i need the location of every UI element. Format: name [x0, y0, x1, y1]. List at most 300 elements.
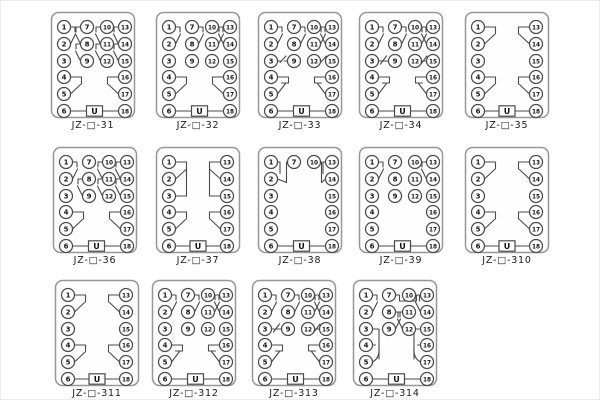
terminal-number: 2: [363, 308, 369, 317]
terminal-15: [326, 190, 339, 203]
terminal-16: [119, 71, 132, 84]
relay-wiring-svg: [257, 11, 343, 119]
terminal-number: 5: [166, 90, 172, 99]
relay-wiring-panel: [358, 11, 444, 131]
terminal-2: [265, 173, 278, 186]
terminal-15: [120, 323, 133, 336]
terminal-number: 15: [221, 327, 231, 334]
terminal-number: 6: [162, 375, 168, 384]
terminal-10: [409, 156, 422, 169]
relay-wiring-panel: [155, 146, 241, 266]
panel-label: JZ-□-34: [379, 120, 423, 131]
terminal-2: [163, 38, 176, 51]
coil-label: U: [292, 375, 299, 385]
terminal-17: [119, 88, 132, 101]
terminal-number: 3: [369, 192, 375, 201]
terminal-number: 11: [303, 310, 313, 317]
terminal-11: [206, 38, 219, 51]
terminal-13: [530, 156, 543, 169]
relay-wiring-svg: [464, 146, 550, 254]
terminal-8: [182, 306, 195, 319]
terminal-number: 16: [225, 75, 235, 82]
terminal-number: 1: [162, 291, 168, 300]
terminal-14: [320, 306, 333, 319]
terminal-number: 2: [63, 175, 69, 184]
terminal-number: 3: [65, 325, 71, 334]
terminal-2: [472, 38, 485, 51]
terminal-17: [121, 223, 134, 236]
terminal-number: 7: [291, 158, 297, 167]
terminal-14: [530, 173, 543, 186]
terminal-number: 14: [120, 42, 130, 49]
terminal-11: [103, 173, 116, 186]
terminal-1: [163, 21, 176, 34]
terminal-6: [366, 240, 379, 253]
terminal-2: [366, 173, 379, 186]
terminal-number: 10: [410, 160, 420, 167]
terminal-number: 5: [369, 225, 375, 234]
terminal-4: [472, 71, 485, 84]
terminal-number: 4: [61, 73, 67, 82]
relay-wiring-panel: [352, 279, 438, 399]
terminal-number: 3: [363, 325, 369, 334]
terminal-number: 4: [369, 73, 375, 82]
terminal-11: [409, 173, 422, 186]
coil-label: U: [91, 107, 98, 117]
coil-u-symbol: [294, 106, 310, 116]
terminal-8: [389, 173, 402, 186]
terminal-number: 17: [531, 227, 541, 234]
relay-wiring-svg: [54, 279, 140, 387]
terminal-number: 9: [291, 57, 297, 66]
terminal-9: [282, 323, 295, 336]
terminal-number: 1: [166, 23, 172, 32]
terminal-4: [62, 339, 75, 352]
terminal-number: 13: [121, 293, 131, 300]
terminal-10: [409, 21, 422, 34]
terminal-11: [302, 306, 315, 319]
terminal-5: [472, 223, 485, 236]
terminal-number: 13: [221, 293, 231, 300]
terminal-17: [326, 88, 339, 101]
terminal-1: [159, 289, 172, 302]
coil-label: U: [298, 242, 305, 252]
terminal-12: [202, 323, 215, 336]
terminal-11: [202, 306, 215, 319]
terminal-number: 13: [422, 293, 432, 300]
terminal-number: 4: [166, 208, 172, 217]
terminal-number: 6: [166, 242, 172, 251]
terminal-13: [326, 156, 339, 169]
terminal-10: [403, 289, 416, 302]
coil-label: U: [503, 242, 511, 252]
terminal-13: [119, 21, 132, 34]
terminal-9: [389, 55, 402, 68]
terminal-13: [320, 289, 333, 302]
terminal-number: 3: [61, 57, 67, 66]
terminal-number: 1: [475, 158, 481, 167]
terminal-5: [60, 223, 73, 236]
terminal-number: 7: [392, 23, 398, 32]
terminal-2: [259, 306, 272, 319]
terminal-7: [81, 21, 94, 34]
terminal-number: 1: [268, 158, 274, 167]
terminal-15: [421, 323, 434, 336]
terminal-4: [163, 71, 176, 84]
terminal-12: [409, 55, 422, 68]
relay-wiring-svg: [155, 146, 241, 254]
terminal-number: 18: [531, 244, 541, 251]
terminal-14: [224, 38, 237, 51]
terminal-6: [60, 240, 73, 253]
terminal-15: [427, 190, 440, 203]
terminal-number: 15: [327, 59, 337, 66]
terminal-9: [81, 55, 94, 68]
terminal-number: 16: [422, 343, 432, 350]
terminal-16: [427, 71, 440, 84]
terminal-13: [120, 289, 133, 302]
terminal-number: 3: [162, 325, 168, 334]
terminal-9: [186, 55, 199, 68]
terminal-11: [409, 38, 422, 51]
terminal-number: 13: [225, 25, 235, 32]
terminal-number: 12: [102, 59, 112, 66]
coil-label: U: [503, 107, 511, 117]
terminal-number: 5: [61, 90, 67, 99]
terminal-number: 16: [428, 210, 438, 217]
terminal-8: [282, 306, 295, 319]
terminal-number: 6: [369, 242, 375, 251]
terminal-number: 15: [121, 327, 131, 334]
terminal-number: 16: [122, 210, 132, 217]
terminal-number: 3: [166, 57, 172, 66]
coil-label: U: [93, 375, 101, 385]
terminal-16: [421, 339, 434, 352]
terminal-14: [120, 306, 133, 319]
terminal-number: 11: [203, 310, 213, 317]
terminal-6: [259, 373, 272, 386]
terminal-12: [409, 190, 422, 203]
terminal-12: [403, 323, 416, 336]
terminal-3: [472, 55, 485, 68]
terminal-1: [259, 289, 272, 302]
terminal-number: 14: [321, 310, 331, 317]
terminal-number: 2: [61, 40, 67, 49]
relay-wiring-panel: [257, 146, 343, 266]
coil-label: U: [399, 107, 406, 117]
terminal-18: [220, 373, 233, 386]
terminal-number: 2: [475, 40, 481, 49]
relay-wiring-panel: [151, 279, 237, 399]
terminal-number: 18: [327, 109, 337, 116]
terminal-number: 13: [428, 25, 438, 32]
terminal-number: 12: [309, 59, 319, 66]
relay-wiring-panel: [464, 146, 550, 266]
terminal-13: [224, 21, 237, 34]
terminal-number: 8: [189, 40, 195, 49]
terminal-1: [163, 156, 176, 169]
terminal-number: 15: [422, 327, 432, 334]
terminal-8: [186, 38, 199, 51]
terminal-number: 8: [285, 308, 291, 317]
terminal-number: 5: [162, 358, 168, 367]
terminal-number: 5: [475, 225, 481, 234]
terminal-number: 18: [321, 377, 331, 384]
terminal-1: [472, 156, 485, 169]
terminal-number: 7: [189, 23, 195, 32]
terminal-12: [302, 323, 315, 336]
terminal-number: 4: [475, 73, 481, 82]
terminal-12: [101, 55, 114, 68]
terminal-number: 15: [122, 194, 132, 201]
coil-u-symbol: [395, 241, 411, 251]
terminal-13: [326, 21, 339, 34]
terminal-number: 15: [531, 59, 541, 66]
terminal-number: 10: [404, 293, 414, 300]
terminal-number: 16: [321, 343, 331, 350]
terminal-number: 18: [225, 109, 235, 116]
coil-u-symbol: [395, 106, 411, 116]
terminal-4: [472, 206, 485, 219]
terminal-4: [163, 206, 176, 219]
terminal-number: 18: [120, 109, 130, 116]
terminal-number: 12: [203, 327, 213, 334]
terminal-18: [320, 373, 333, 386]
relay-wiring-svg: [251, 279, 337, 387]
terminal-14: [221, 173, 234, 186]
terminal-number: 14: [327, 42, 337, 49]
relay-wiring-panel: [251, 279, 337, 399]
terminal-number: 9: [84, 57, 90, 66]
terminal-7: [389, 21, 402, 34]
terminal-7: [182, 289, 195, 302]
terminal-5: [366, 88, 379, 101]
relay-wiring-svg: [257, 146, 343, 254]
terminal-7: [383, 289, 396, 302]
panel-label: JZ-□-31: [71, 120, 115, 131]
terminal-number: 5: [369, 90, 375, 99]
terminal-number: 1: [369, 158, 375, 167]
terminal-1: [360, 289, 373, 302]
terminal-13: [220, 289, 233, 302]
relay-wiring-svg: [464, 11, 550, 119]
terminal-4: [259, 339, 272, 352]
terminal-number: 16: [221, 343, 231, 350]
terminal-number: 15: [428, 59, 438, 66]
terminal-number: 17: [221, 360, 231, 367]
terminal-14: [421, 306, 434, 319]
terminal-3: [60, 190, 73, 203]
terminal-number: 9: [392, 57, 398, 66]
terminal-11: [308, 38, 321, 51]
terminal-6: [159, 373, 172, 386]
relay-wiring-svg: [151, 279, 237, 387]
panel-label: JZ-□-39: [379, 255, 423, 266]
terminal-1: [62, 289, 75, 302]
terminal-number: 10: [309, 25, 319, 32]
terminal-4: [265, 206, 278, 219]
terminal-number: 9: [189, 57, 195, 66]
terminal-number: 10: [102, 25, 112, 32]
terminal-number: 4: [262, 341, 268, 350]
terminal-2: [163, 173, 176, 186]
terminal-number: 17: [428, 92, 438, 99]
terminal-number: 8: [86, 175, 92, 184]
terminal-2: [366, 38, 379, 51]
terminal-18: [221, 240, 234, 253]
terminal-number: 9: [386, 325, 392, 334]
terminal-10: [302, 289, 315, 302]
terminal-3: [159, 323, 172, 336]
terminal-5: [163, 223, 176, 236]
terminal-1: [366, 21, 379, 34]
terminal-2: [58, 38, 71, 51]
terminal-14: [220, 306, 233, 319]
terminal-number: 16: [327, 75, 337, 82]
terminal-17: [326, 223, 339, 236]
terminal-2: [265, 38, 278, 51]
terminal-number: 14: [225, 42, 235, 49]
terminal-number: 1: [61, 23, 67, 32]
terminal-6: [58, 105, 71, 118]
terminal-6: [360, 373, 373, 386]
terminal-9: [182, 323, 195, 336]
terminal-number: 17: [225, 92, 235, 99]
terminal-7: [288, 156, 301, 169]
terminal-number: 5: [475, 90, 481, 99]
terminal-number: 3: [63, 192, 69, 201]
terminal-number: 17: [222, 227, 232, 234]
terminal-10: [101, 21, 114, 34]
terminal-4: [366, 71, 379, 84]
terminal-15: [326, 55, 339, 68]
terminal-17: [427, 223, 440, 236]
terminal-18: [120, 373, 133, 386]
panel-label: JZ-□-33: [278, 120, 322, 131]
terminal-number: 17: [120, 92, 130, 99]
relay-wiring-panel: [50, 11, 136, 131]
coil-label: U: [192, 375, 199, 385]
terminal-number: 11: [404, 310, 414, 317]
terminal-number: 7: [392, 158, 398, 167]
terminal-number: 2: [166, 175, 172, 184]
terminal-number: 6: [61, 107, 67, 116]
terminal-number: 12: [303, 327, 313, 334]
coil-u-symbol: [389, 374, 405, 384]
terminal-number: 14: [428, 177, 438, 184]
terminal-number: 9: [185, 325, 191, 334]
coil-label: U: [399, 242, 406, 252]
coil-u-symbol: [294, 241, 310, 251]
relay-wiring-svg: [352, 279, 438, 387]
terminal-number: 8: [291, 40, 297, 49]
terminal-number: 14: [327, 177, 337, 184]
terminal-18: [427, 105, 440, 118]
terminal-12: [206, 55, 219, 68]
terminal-18: [224, 105, 237, 118]
terminal-number: 4: [63, 208, 69, 217]
panel-label: JZ-□-36: [73, 255, 117, 266]
terminal-5: [472, 88, 485, 101]
terminal-number: 1: [166, 158, 172, 167]
terminal-5: [366, 223, 379, 236]
terminal-3: [62, 323, 75, 336]
terminal-13: [530, 21, 543, 34]
coil-u-symbol: [89, 374, 105, 384]
terminal-number: 7: [285, 291, 291, 300]
terminal-number: 13: [222, 160, 232, 167]
terminal-number: 12: [404, 327, 414, 334]
terminal-3: [265, 55, 278, 68]
terminal-10: [308, 21, 321, 34]
terminal-13: [421, 289, 434, 302]
terminal-number: 17: [321, 360, 331, 367]
terminal-number: 2: [475, 175, 481, 184]
terminal-8: [389, 38, 402, 51]
terminal-7: [389, 156, 402, 169]
terminal-16: [427, 206, 440, 219]
terminal-number: 2: [369, 175, 375, 184]
terminal-18: [326, 105, 339, 118]
terminal-6: [163, 240, 176, 253]
terminal-number: 5: [262, 358, 268, 367]
terminal-1: [60, 156, 73, 169]
terminal-17: [421, 356, 434, 369]
terminal-4: [366, 206, 379, 219]
terminal-15: [530, 190, 543, 203]
terminal-number: 6: [268, 107, 274, 116]
terminal-17: [220, 356, 233, 369]
terminal-number: 7: [291, 23, 297, 32]
terminal-number: 13: [327, 160, 337, 167]
terminal-18: [530, 105, 543, 118]
terminal-3: [259, 323, 272, 336]
terminal-number: 7: [86, 158, 92, 167]
panel-label: JZ-□-314: [370, 388, 420, 399]
coil-label: U: [393, 375, 400, 385]
relay-wiring-panel: [257, 11, 343, 131]
terminal-number: 16: [531, 210, 541, 217]
terminal-4: [58, 71, 71, 84]
panel-label: JZ-□-32: [176, 120, 220, 131]
terminal-2: [360, 306, 373, 319]
terminal-number: 3: [262, 325, 268, 334]
terminal-2: [60, 173, 73, 186]
terminal-number: 2: [166, 40, 172, 49]
terminal-number: 4: [369, 208, 375, 217]
terminal-18: [530, 240, 543, 253]
terminal-number: 5: [268, 90, 274, 99]
terminal-4: [265, 71, 278, 84]
terminal-number: 5: [363, 358, 369, 367]
terminal-15: [427, 55, 440, 68]
coil-label: U: [196, 107, 203, 117]
terminal-number: 12: [410, 59, 420, 66]
terminal-14: [427, 173, 440, 186]
terminal-number: 2: [65, 308, 71, 317]
terminal-number: 13: [428, 160, 438, 167]
relay-wiring-svg: [358, 11, 444, 119]
terminal-6: [62, 373, 75, 386]
terminal-number: 12: [207, 59, 217, 66]
terminal-14: [427, 38, 440, 51]
terminal-4: [60, 206, 73, 219]
relay-wiring-panel: [52, 146, 138, 266]
terminal-16: [120, 339, 133, 352]
terminal-10: [103, 156, 116, 169]
terminal-number: 5: [268, 225, 274, 234]
terminal-2: [62, 306, 75, 319]
